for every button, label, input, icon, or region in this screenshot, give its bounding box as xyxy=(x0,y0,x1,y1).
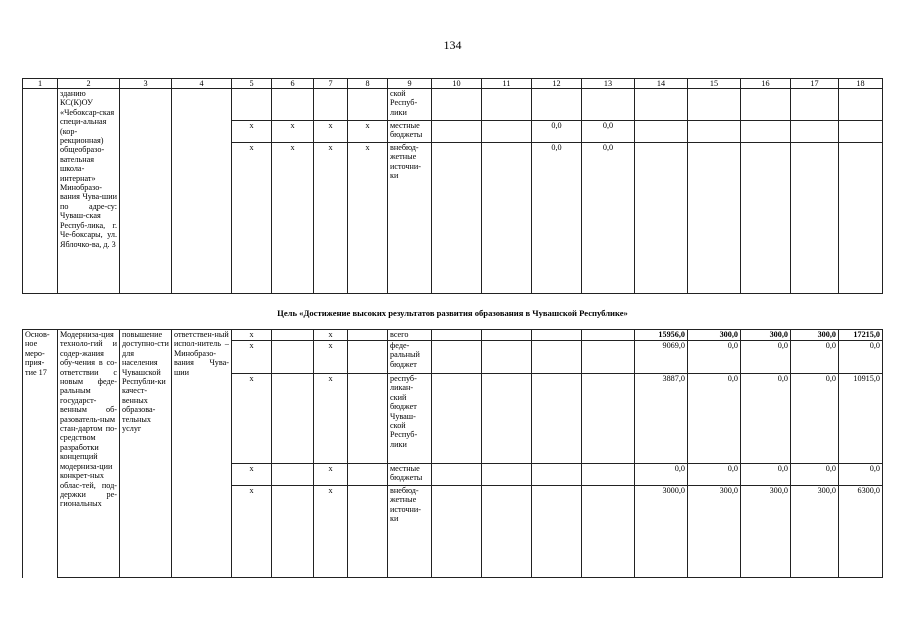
cell-c15: 0,0 xyxy=(688,341,741,374)
cell-c8 xyxy=(348,486,388,578)
cell-c14: 3887,0 xyxy=(635,374,688,464)
column-number-13: 13 xyxy=(582,79,635,89)
source-cell: внебюд-жетные источни-ки xyxy=(388,143,432,294)
table-row xyxy=(23,89,883,121)
cell-c10 xyxy=(432,121,482,143)
source-cell: всего xyxy=(388,330,432,341)
cell-c7: х xyxy=(314,374,348,464)
column-number-11: 11 xyxy=(482,79,532,89)
column-number-2: 2 xyxy=(58,79,120,89)
cell-c15: 300,0 xyxy=(688,330,741,341)
source-cell: местные бюджеты xyxy=(388,121,432,143)
cell-c5: х xyxy=(232,330,272,341)
cell-c17: 0,0 xyxy=(791,341,839,374)
cell-c16: 300,0 xyxy=(741,486,791,578)
cell-c17 xyxy=(791,143,839,294)
empty-cell xyxy=(172,89,232,294)
table-row xyxy=(23,330,883,341)
cell-c7: х xyxy=(314,121,348,143)
cell-c15: 0,0 xyxy=(688,374,741,464)
cell-c12 xyxy=(532,89,582,121)
cell-c7: х xyxy=(314,143,348,294)
cell-c10 xyxy=(432,486,482,578)
cell-c8: х xyxy=(348,121,388,143)
column-number-row xyxy=(23,79,883,89)
cell-c18 xyxy=(839,143,883,294)
cell-c11 xyxy=(482,464,532,486)
cell-c18: 17215,0 xyxy=(839,330,883,341)
cell-c12: 0,0 xyxy=(532,143,582,294)
cell-c15 xyxy=(688,143,741,294)
cell-c6 xyxy=(272,464,314,486)
cell-c8 xyxy=(348,464,388,486)
source-cell: местные бюджеты xyxy=(388,464,432,486)
row-number-cell xyxy=(23,89,58,294)
cell-c7: х xyxy=(314,486,348,578)
cell-c14: 3000,0 xyxy=(635,486,688,578)
cell-c17 xyxy=(791,121,839,143)
cell-c16 xyxy=(741,143,791,294)
budget-table-top xyxy=(22,78,883,294)
cell-c15: 300,0 xyxy=(688,486,741,578)
cell-c11 xyxy=(482,341,532,374)
cell-c5: х xyxy=(232,486,272,578)
cell-c6 xyxy=(272,374,314,464)
cell-c7 xyxy=(314,89,348,121)
cell-c8: х xyxy=(348,143,388,294)
cell-c17: 300,0 xyxy=(791,330,839,341)
cell-c12 xyxy=(532,374,582,464)
source-cell: ской Респуб-лики xyxy=(388,89,432,121)
cell-c10 xyxy=(432,374,482,464)
cell-c13 xyxy=(582,486,635,578)
cell-c6 xyxy=(272,89,314,121)
cell-c12 xyxy=(532,464,582,486)
cell-c15: 0,0 xyxy=(688,464,741,486)
cell-c5: х xyxy=(232,341,272,374)
cell-c5 xyxy=(232,89,272,121)
goal-heading: Цель «Достижение высоких результатов развития образования в Чувашской Республике» xyxy=(277,308,628,318)
cell-c16: 0,0 xyxy=(741,374,791,464)
measure-name-cell: Модерниза-ция техноло-гий и содер-жания обу-чения в со-ответствии с новым феде-ральным государст-венным об-разователь-ным стан-дартом по-средством разработки концепций модерниза-ции конкрет-ных облас-тей, под-держки ре-гиональных xyxy=(58,330,120,578)
cell-c18: 0,0 xyxy=(839,341,883,374)
column-number-6: 6 xyxy=(272,79,314,89)
cell-c6: х xyxy=(272,143,314,294)
cell-c14: 9069,0 xyxy=(635,341,688,374)
column-number-15: 15 xyxy=(688,79,741,89)
cell-c11 xyxy=(482,330,532,341)
cell-c8 xyxy=(348,374,388,464)
cell-c16: 0,0 xyxy=(741,341,791,374)
column-number-12: 12 xyxy=(532,79,582,89)
cell-c18: 10915,0 xyxy=(839,374,883,464)
cell-c17: 0,0 xyxy=(791,374,839,464)
empty-cell xyxy=(120,89,172,294)
cell-c10 xyxy=(432,330,482,341)
cell-c14: 0,0 xyxy=(635,464,688,486)
page-number: 134 xyxy=(443,38,462,52)
cell-c12 xyxy=(532,341,582,374)
measure-executor-cell: ответствен-ный испол-нитель – Минобразо-вания Чува-шии xyxy=(172,330,232,578)
cell-c13: 0,0 xyxy=(582,121,635,143)
cell-c11 xyxy=(482,374,532,464)
cell-c10 xyxy=(432,341,482,374)
cell-c18 xyxy=(839,121,883,143)
cell-c16 xyxy=(741,89,791,121)
source-cell: феде-ральный бюджет xyxy=(388,341,432,374)
column-number-18: 18 xyxy=(839,79,883,89)
cell-c11 xyxy=(482,143,532,294)
cell-c10 xyxy=(432,464,482,486)
cell-c6 xyxy=(272,486,314,578)
cell-c10 xyxy=(432,89,482,121)
source-cell: внебюд-жетные источни-ки xyxy=(388,486,432,578)
cell-c16: 0,0 xyxy=(741,464,791,486)
cell-c11 xyxy=(482,486,532,578)
cell-c14 xyxy=(635,89,688,121)
cell-c12 xyxy=(532,486,582,578)
cell-c13 xyxy=(582,341,635,374)
cell-c5: х xyxy=(232,143,272,294)
budget-table-measure xyxy=(22,329,883,578)
column-number-16: 16 xyxy=(741,79,791,89)
cell-c7: х xyxy=(314,464,348,486)
cell-c14: 15956,0 xyxy=(635,330,688,341)
cell-c18 xyxy=(839,89,883,121)
column-number-5: 5 xyxy=(232,79,272,89)
cell-c16 xyxy=(741,121,791,143)
cell-c14 xyxy=(635,143,688,294)
object-name-cell: зданию КС(К)ОУ «Чебоксар-ская специ-альная (кор-рекционная) общеобразо-вательная школа-интернат» Минобразо-вания Чува-шии по адре-су: Чуваш-ская Респуб-лика, г. Че-боксары, ул. Яблочко-ва, д. 3 xyxy=(58,89,120,294)
cell-c18: 0,0 xyxy=(839,464,883,486)
column-number-17: 17 xyxy=(791,79,839,89)
column-number-14: 14 xyxy=(635,79,688,89)
cell-c13 xyxy=(582,330,635,341)
cell-c5: х xyxy=(232,374,272,464)
cell-c7: х xyxy=(314,330,348,341)
cell-c6 xyxy=(272,341,314,374)
measure-goal-cell: повышение доступно-сти для населения Чувашской Республи-ки качест-венных образова-тельных услуг xyxy=(120,330,172,578)
measure-number-cell: Основ-ное меро-прия-тие 17 xyxy=(23,330,58,578)
cell-c11 xyxy=(482,89,532,121)
cell-c5: х xyxy=(232,464,272,486)
source-cell: респуб-ликан-ский бюджет Чуваш-ской Респуб-лики xyxy=(388,374,432,464)
cell-c8 xyxy=(348,341,388,374)
cell-c12 xyxy=(532,330,582,341)
cell-c8 xyxy=(348,330,388,341)
cell-c17: 300,0 xyxy=(791,486,839,578)
cell-c16: 300,0 xyxy=(741,330,791,341)
cell-c12: 0,0 xyxy=(532,121,582,143)
column-number-7: 7 xyxy=(314,79,348,89)
cell-c13 xyxy=(582,374,635,464)
cell-c5: х xyxy=(232,121,272,143)
column-number-4: 4 xyxy=(172,79,232,89)
cell-c6 xyxy=(272,330,314,341)
cell-c13 xyxy=(582,89,635,121)
cell-c13: 0,0 xyxy=(582,143,635,294)
column-number-8: 8 xyxy=(348,79,388,89)
column-number-9: 9 xyxy=(388,79,432,89)
cell-c15 xyxy=(688,89,741,121)
cell-c6: х xyxy=(272,121,314,143)
cell-c13 xyxy=(582,464,635,486)
cell-c15 xyxy=(688,121,741,143)
cell-c7: х xyxy=(314,341,348,374)
cell-c18: 6300,0 xyxy=(839,486,883,578)
cell-c17 xyxy=(791,89,839,121)
column-number-3: 3 xyxy=(120,79,172,89)
cell-c14 xyxy=(635,121,688,143)
cell-c11 xyxy=(482,121,532,143)
column-number-1: 1 xyxy=(23,79,58,89)
cell-c10 xyxy=(432,143,482,294)
cell-c8 xyxy=(348,89,388,121)
cell-c17: 0,0 xyxy=(791,464,839,486)
column-number-10: 10 xyxy=(432,79,482,89)
